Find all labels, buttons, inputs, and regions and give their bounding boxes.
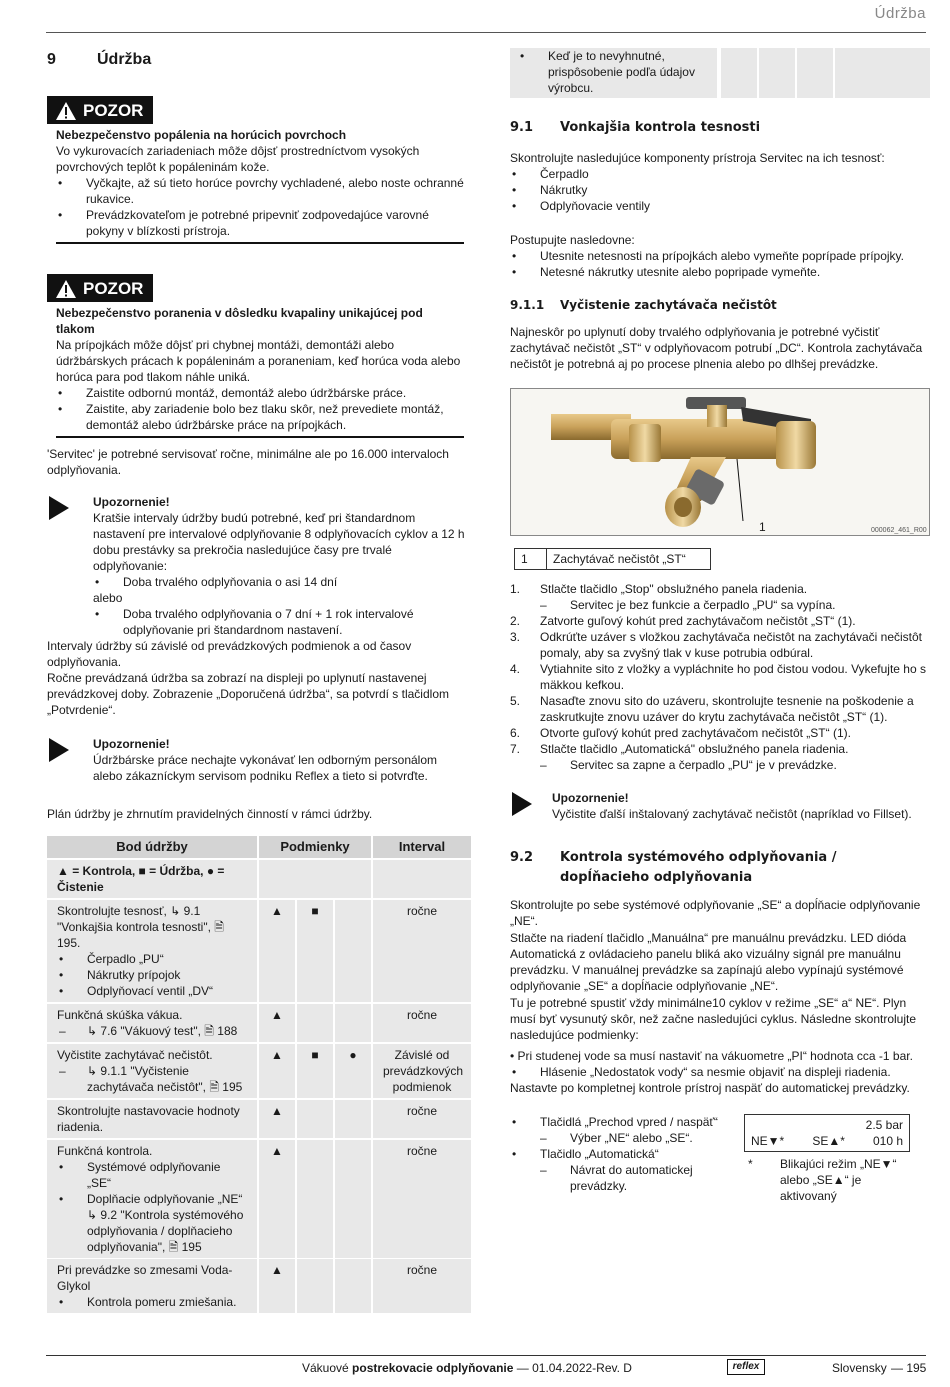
warning-badge-2 (47, 274, 153, 303)
condition-symbol (335, 1140, 371, 1258)
table-row: Pri prevádzke so zmesami Voda-Glykol • Kontrola pomeru zmiešania. ▲ ročne (47, 1259, 471, 1313)
condition-symbol (335, 900, 371, 1002)
interval-cell: ročne (373, 1140, 471, 1258)
sec91-proc-title: Postupujte nasledovne: (510, 233, 635, 247)
warning-icon (55, 101, 77, 121)
intervals-text-2: Ročne prevádzaná údržba sa zobrazí na displeji po uplynutí nastavenej prevádzkovej doby. Zobrazenie „Doporučená údržba“, sa potvrdí s tlačidlom „Potvrdenie“. (47, 671, 449, 717)
note-arrow-icon (47, 494, 71, 522)
condition-symbol: ▲ (259, 1100, 295, 1138)
continued-cell (835, 48, 930, 98)
note-or: alebo (93, 591, 123, 605)
condition-symbol (297, 1004, 333, 1042)
row-bullet: Čerpadlo „PU“ (87, 952, 164, 966)
list-item: 5. Nasaďte znovu sito do uzáveru, skontrolujte tesnenie na poškodenie a zaskrutkujte znovu uzáver do krytu zachytávača nečistôt „ST“ (1). (510, 694, 914, 724)
controller-display (744, 1114, 910, 1152)
plan-text: Plán údržby je zhrnutím pravidelných činností v rámci údržby. (47, 807, 373, 821)
steps-list (510, 581, 930, 773)
condition-symbol: ▲ (259, 900, 295, 1002)
list-item: • Čerpadlo (512, 167, 589, 181)
row-text: Pri prevádzke so zmesami Voda-Glykol (57, 1263, 233, 1293)
figure-callout: 1 (759, 520, 766, 534)
warning-badge-1 (47, 96, 153, 125)
sec92-p3: Tu je potrebné spustiť vždy minimálne10 cyklov v režime „SE“ a“ NE“. Plyn musí byť vysunutý skôr, než začne nasledujúci cyklus. Následne skontrolujte nasledujúce podmienky: (510, 996, 917, 1042)
condition-symbol: ▲ (259, 1140, 295, 1258)
table-header: Bod údržby (47, 836, 257, 858)
warning-icon (55, 279, 77, 299)
row-text: Skontrolujte nastavovacie hodnoty riadenia. (57, 1104, 240, 1134)
section-title-text: Údržba (97, 51, 152, 68)
warning-box-1 (56, 127, 464, 244)
intervals-text-1: Intervaly údržby sú závislé od prevádzkových podmienok a od časov odplyňovania. (47, 639, 412, 669)
row-ref[interactable]: ↳ 9.1.1 "Vyčistenie zachytávača nečistôt", 🗎 195 (87, 1064, 243, 1094)
list-item: 3. Odkrúťte uzáver s vložkou zachytávača nečistôt na zachytávači nečistôt pomaly, aby sa zvyšný tlak v kuse potrubia odbúral. (510, 630, 923, 660)
sec91-proc-list (510, 248, 930, 280)
section-number: 9 (47, 51, 56, 68)
row-bullet: Doplňacie odplyňovanie „NE“ (87, 1192, 243, 1206)
display-ne: NE▼* (751, 1134, 785, 1148)
condition-symbol (297, 1140, 333, 1258)
maintenance-table-extra (45, 1257, 473, 1315)
interval-cell: ročne (373, 1004, 471, 1042)
note-text: Vyčistite ďalší inštalovaný zachytávač nečistôt (napríklad vo Fillset). (552, 807, 912, 821)
continued-bullet: Keď je to nevyhnutné, prispôsobenie podľa údajov výrobcu. (548, 49, 695, 95)
list-item: – Servitec sa zapne a čerpadlo „PU“ je v prevádzke. (540, 758, 837, 772)
warning-bullet: • Prevádzkovateľom je potrebné pripevniť zodpovedajúce varovné pokyny v blízkosti prístroja. (58, 208, 429, 238)
row-text: Skontrolujte tesnosť, ↳ 9.1 "Vonkajšia kontrola tesnosti", 🗎 195. (57, 904, 224, 950)
note-title: Upozornenie! (93, 495, 170, 509)
note-bullet: • Doba trvalého odplyňovania o asi 14 dní (95, 575, 338, 589)
maintenance-table (45, 834, 473, 1260)
header-title: Údržba (874, 5, 926, 22)
list-item: 6. Otvorte guľový kohút pred zachytávačom nečistôt „ST“ (1). (510, 726, 851, 740)
valve-illustration (511, 389, 930, 536)
condition-symbol: ■ (297, 900, 333, 1002)
header-divider (46, 32, 926, 33)
sec92-p6: Nastavte po kompletnej kontrole prístroj naspäť do automatickej prevádzky. (510, 1081, 910, 1095)
row-bullet: Kontrola pomeru zmiešania. (87, 1295, 237, 1309)
sec91-list (510, 166, 930, 214)
list-item: • Utesnite netesnosti na prípojkách alebo vymeňte poprípade prípojky. (512, 249, 904, 263)
list-item: – Výber „NE“ alebo „SE“. (540, 1131, 693, 1145)
legend-number: 1 (515, 549, 547, 569)
footer-doc-title: Vákuové postrekovacie odplyňovanie — 01.04.2022-Rev. D (302, 1361, 632, 1375)
condition-symbol (335, 1100, 371, 1138)
warning-badge-label: POZOR (83, 100, 144, 120)
table-legend: ▲ = Kontrola, ■ = Údržba, ● = Čistenie (47, 860, 257, 898)
condition-symbol: ■ (297, 1044, 333, 1098)
sec92-buttons-list (510, 1114, 730, 1194)
table-legend-row (47, 860, 471, 898)
list-item: 2. Zatvorte guľový kohút pred zachytávačom nečistôt „ST“ (1). (510, 614, 856, 628)
note-1 (47, 494, 465, 638)
list-item: 7. Stlačte tlačidlo „Automatická" obslužného panela riadenia. (510, 742, 849, 756)
row-bullet: Nákrutky prípojok (87, 968, 181, 982)
interval-cell: ročne (373, 900, 471, 1002)
footer-divider (46, 1355, 926, 1356)
table-row (47, 1100, 471, 1138)
row-text: Funkčná skúška vákua. (57, 1008, 183, 1022)
interval-cell: Závislé od prevádzkových podmienok (373, 1044, 471, 1098)
row-text: Funkčná kontrola. (57, 1144, 153, 1158)
list-item: • Netesné nákrutky utesnite alebo popripade vymeňte. (512, 265, 821, 279)
strainer-figure (510, 388, 930, 536)
list-item: 1. Stlačte tlačidlo „Stop" obslužného panela riadenia. (510, 582, 808, 596)
continued-cell (759, 48, 795, 98)
warning-bullet: • Zaistite odbornú montáž, demontáž alebo údržbárske práce. (58, 386, 407, 400)
interval-cell: ročne (373, 1259, 471, 1313)
list-item: • Tlačidlo „Automatická“ (512, 1147, 659, 1161)
condition-symbol (335, 1004, 371, 1042)
asterisk-note: * Blikajúci režim „NE▼“ alebo „SE▲“ je aktivovaný (748, 1157, 897, 1203)
warning-title: Nebezpečenstvo poranenia v dôsledku kvapaliny unikajúcej pod tlakom (56, 306, 423, 336)
warning-bullet: • Vyčkajte, až sú tieto horúce povrchy vychladené, alebo noste ochranné rukavice. (58, 176, 464, 206)
continued-cell (797, 48, 833, 98)
figure-legend (514, 548, 711, 570)
table-header: Podmienky (259, 836, 371, 858)
legend-text: Zachytávač nečistôt „ST“ (553, 552, 686, 566)
note-title: Upozornenie! (93, 737, 170, 751)
footer-language: Slovensky (832, 1361, 887, 1375)
row-bullet: Systémové odplyňovanie „SE“ (87, 1160, 221, 1190)
row-text: Vyčistite zachytávač nečistôt. (57, 1048, 213, 1062)
note-text: Údržbárske práce nechajte vykonávať len odborným personálom alebo zákazníckym servisom podniku Reflex a tieto si potvrďte. (93, 753, 438, 783)
list-item: – Návrat do automatickej prevádzky. (540, 1163, 693, 1193)
continued-table-cell: • Keď je to nevyhnutné, prispôsobenie podľa údajov výrobcu. (510, 48, 717, 98)
note-arrow-icon (510, 790, 534, 818)
row-ref[interactable]: ↳ 9.2 "Kontrola systémového odplyňovania / doplňacieho odplyňovania", 🗎 195 (87, 1208, 244, 1254)
warning-badge-label: POZOR (83, 278, 144, 298)
subsection-9-2-title: 9.2 Kontrola systémového odplyňovania / dopĺňacieho odplyňovania (510, 850, 837, 885)
sec911-text: Najneskôr po uplynutí doby trvalého odplyňovania je potrebné vyčistiť zachytávač nečistôt „ST“ v odplyňovacom potrubí „DC“. Kontrola zachytávača nečistôt je potrebná aj po procese plnenia alebo po dlhšej prevádzke. (510, 325, 923, 371)
sec92-p5: • Hlásenie „Nedostatok vody“ sa nesmie objaviť na displeji riadenia. (512, 1065, 891, 1079)
display-hours: 010 h (872, 1134, 903, 1148)
table-row: Vyčistite zachytávač nečistôt. – ↳ 9.1.1 "Vyčistenie zachytávača nečistôt", 🗎 195 ▲ ■ ● Závislé od prevádzkových podmienok (47, 1044, 471, 1098)
condition-symbol: ▲ (259, 1004, 295, 1042)
warning-text: Vo vykurovacích zariadeniach môže dôjsť prostredníctvom vysokých povrchových teplôt k popáleninám kože. (56, 144, 420, 174)
display-se: SE▲* (812, 1134, 845, 1148)
continued-cell (721, 48, 757, 98)
warning-text: Na prípojkách môže dôjsť pri chybnej montáži, demontáži alebo údržbárskych prácach k popáleninám a poraneniam, keď horúca voda alebo horúca para pod tlakom náhle uniká. (56, 338, 461, 384)
note-arrow-icon (47, 736, 71, 764)
display-pressure: 2.5 bar (865, 1118, 903, 1132)
reflex-logo: reflex (727, 1359, 765, 1375)
subsection-9-1-1-title: 9.1.1 Vyčistenie zachytávača nečistôt (510, 298, 777, 312)
table-row: Skontrolujte tesnosť, ↳ 9.1 "Vonkajšia kontrola tesnosti", 🗎 195. • Čerpadlo „PU“ • Nákrutky prípojok • Odplyňovací ventil „DV“ ▲ ■ ročne (47, 900, 471, 1002)
service-text: 'Servitec' je potrebné servisovať ročne, minimálne ale po 16.000 intervaloch odplyňovania. (47, 447, 449, 477)
table-header: Interval (373, 836, 471, 858)
subsection-9-1-title: 9.1 Vonkajšia kontrola tesnosti (510, 120, 761, 135)
note-3 (510, 790, 930, 822)
condition-symbol: ▲ (259, 1259, 295, 1313)
sec92-p1: Skontrolujte po sebe systémové odplyňovanie „SE“ a dopĺňacie odplyňovanie „NE“. (510, 898, 921, 928)
sec92-p2: Stlačte na riadení tlačidlo „Manuálna“ pre manuálnu prevádzku. LED dióda Automatická z ovládacieho panelu bliká ako vizuálny signál pre manuálnu prevádzku. V manuálnej prevádzke sa zapínajú alebo vypínajú systémové odplyňovanie „SE“ a dopĺňacie odplyňovanie „NE“. (510, 931, 907, 993)
condition-symbol: ● (335, 1044, 371, 1098)
note-text: Kratšie intervaly údržby budú potrebné, keď pri štandardnom nastavení pre intervalové odplyňovanie 8 odplyňovacích cyklov a 12 h dobu prestávky sa prekročia nasledujúce časy pre trvalé odplyňovanie: (93, 511, 465, 573)
condition-symbol (297, 1100, 333, 1138)
footer-page-number: — 195 (891, 1361, 927, 1375)
list-item: • Tlačidlá „Prechod vpred / naspäť“ (512, 1115, 718, 1129)
list-item: 4. Vytiahnite sito z vložky a vypláchnite ho pod čistou vodou. Vykefujte ho s mäkkou kefkou. (510, 662, 926, 692)
list-item: • Nákrutky (512, 183, 588, 197)
table-header-row (47, 836, 471, 858)
row-bullet: Odplyňovací ventil „DV“ (87, 984, 214, 998)
table-row: Funkčná kontrola. • Systémové odplyňovanie „SE“ • Doplňacie odplyňovanie „NE“ ↳ 9.2 "Kontrola systémového odplyňovania / doplňacieho odplyňovania", 🗎 195 ▲ ročne (47, 1140, 471, 1258)
warning-title: Nebezpečenstvo popálenia na horúcich povrchoch (56, 128, 347, 142)
note-bullet: • Doba trvalého odplyňovania o 7 dní + 1 rok intervalové odplyňovanie pri štandardnom nastavení. (95, 607, 414, 637)
warning-box-2 (56, 305, 464, 438)
condition-symbol: ▲ (259, 1044, 295, 1098)
section-title (47, 52, 465, 68)
sec91-intro: Skontrolujte nasledujúce komponenty prístroja Servitec na ich tesnosť: (510, 151, 885, 165)
table-row: Funkčná skúška vákua. – ↳ 7.6 "Vákuový test", 🗎 188 ▲ ročne (47, 1004, 471, 1042)
sec92-p4: • Pri studenej vode sa musí nastaviť na vákuometre „PI“ hodnota cca -1 bar. (510, 1049, 913, 1063)
row-ref[interactable]: ↳ 7.6 "Vákuový test", 🗎 188 (87, 1024, 238, 1038)
note-2 (47, 736, 465, 784)
warning-bullet: • Zaistite, aby zariadenie bolo bez tlaku skôr, než prevediete montáž, demontáž alebo údržbárske práce na prípojkách. (58, 402, 444, 432)
list-item: • Odplyňovacie ventily (512, 199, 651, 213)
figure-code: 000062_461_R00 (871, 527, 927, 534)
interval-cell: ročne (373, 1100, 471, 1138)
note-title: Upozornenie! (552, 791, 629, 805)
list-item: – Servitec je bez funkcie a čerpadlo „PU“ sa vypína. (540, 598, 836, 612)
